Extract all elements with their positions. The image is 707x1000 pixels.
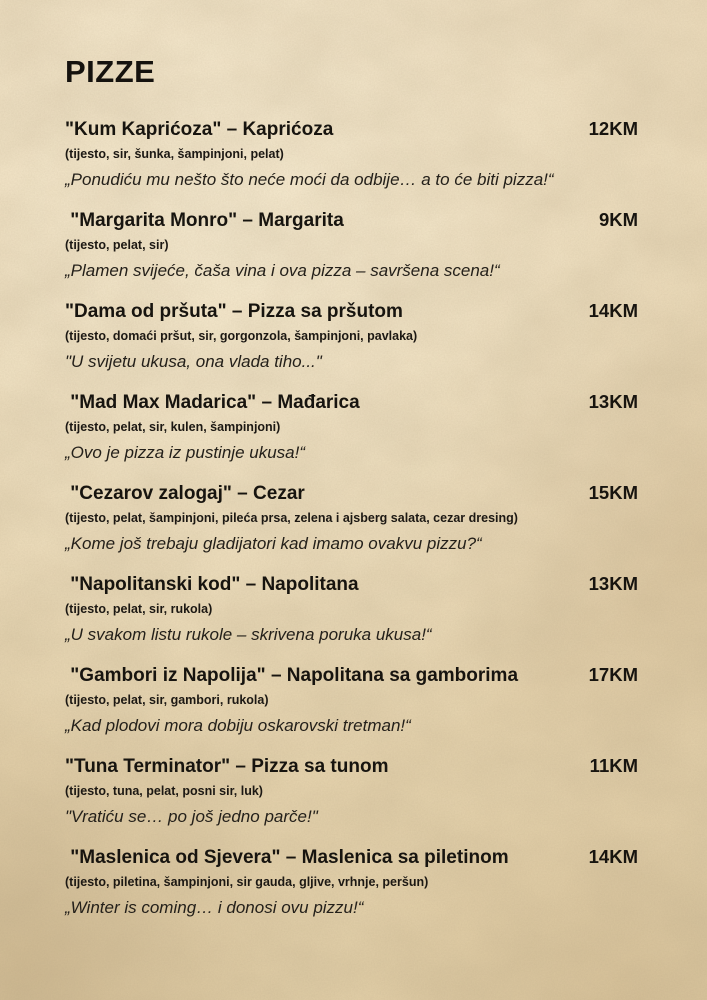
pizza-ingredients: (tijesto, sir, šunka, šampinjoni, pelat) [65, 146, 284, 161]
pizza-price: 17KM [588, 663, 638, 685]
pizza-price: 11KM [589, 754, 638, 776]
menu-item [65, 571, 638, 649]
menu-item-header [65, 207, 638, 234]
pizza-name: "Margarita Monro" – Margarita [65, 209, 344, 231]
pizza-quote: „Kad plodovi mora dobiju oskarovski tretman!“ [65, 715, 411, 735]
pizza-price: 13KM [588, 572, 638, 594]
pizza-quote: „Plamen svijeće, čaša vina i ova pizza – savršena scena!“ [65, 260, 500, 280]
menu-item [65, 298, 638, 376]
menu-item-header [65, 662, 638, 689]
pizza-name: "Dama od pršuta" – Pizza sa pršutom [65, 300, 403, 322]
pizza-quote: "Vratiću se… po još jedno parče!" [65, 806, 318, 826]
menu-item [65, 844, 638, 922]
pizza-name: "Tuna Terminator" – Pizza sa tunom [65, 755, 389, 777]
pizza-price: 12KM [588, 117, 638, 139]
menu-item-header [65, 753, 638, 780]
pizza-ingredients: (tijesto, piletina, šampinjoni, sir gauda, gljive, vrhnje, peršun) [65, 874, 429, 889]
pizza-ingredients: (tijesto, pelat, sir) [65, 237, 169, 252]
menu-item [65, 662, 638, 740]
pizza-price: 14KM [588, 845, 638, 867]
pizza-quote: „Ovo je pizza iz pustinje ukusa!“ [65, 442, 305, 462]
pizza-price: 13KM [588, 390, 638, 412]
menu-item [65, 207, 638, 285]
pizza-price: 15KM [588, 481, 638, 503]
pizza-ingredients: (tijesto, pelat, sir, gambori, rukola) [65, 692, 269, 707]
menu-item-header [65, 844, 638, 871]
pizza-quote: „Ponudiću mu nešto što neće moći da odbije… a to će biti pizza!“ [65, 169, 554, 189]
pizza-name: "Cezarov zalogaj" – Cezar [65, 482, 305, 504]
menu-item-header [65, 571, 638, 598]
pizza-ingredients: (tijesto, pelat, šampinjoni, pileća prsa, zelena i ajsberg salata, cezar dresing) [65, 510, 518, 525]
menu-items-list [65, 116, 638, 922]
pizza-name: "Maslenica od Sjevera" – Maslenica sa piletinom [65, 846, 509, 868]
pizza-price: 9KM [598, 208, 638, 230]
pizza-name: "Napolitanski kod" – Napolitana [65, 573, 359, 595]
menu-item [65, 116, 638, 194]
menu-item-header [65, 480, 638, 507]
pizza-ingredients: (tijesto, domaći pršut, sir, gorgonzola, šampinjoni, pavlaka) [65, 328, 418, 343]
pizza-name: "Mad Max Madarica" – Mađarica [65, 391, 360, 413]
page-title: PIZZE [65, 54, 156, 89]
pizza-ingredients: (tijesto, pelat, sir, kulen, šampinjoni) [65, 419, 281, 434]
pizza-ingredients: (tijesto, tuna, pelat, posni sir, luk) [65, 783, 263, 798]
pizza-quote: „Kome još trebaju gladijatori kad imamo ovakvu pizzu?“ [65, 533, 482, 553]
menu-item [65, 753, 638, 831]
pizza-name: "Gambori iz Napolija" – Napolitana sa gamborima [65, 664, 519, 686]
pizza-quote: „Winter is coming… i donosi ovu pizzu!“ [65, 897, 364, 917]
pizza-ingredients: (tijesto, pelat, sir, rukola) [65, 601, 213, 616]
menu-item [65, 389, 638, 467]
pizza-quote: „U svakom listu rukole – skrivena poruka ukusa!“ [65, 624, 432, 644]
menu-item-header [65, 116, 638, 143]
pizza-quote: "U svijetu ukusa, ona vlada tiho..." [65, 351, 322, 371]
pizza-price: 14KM [588, 299, 638, 321]
menu-item [65, 480, 638, 558]
menu-item-header [65, 389, 638, 416]
pizza-name: "Kum Kaprićoza" – Kaprićoza [65, 118, 334, 140]
menu-item-header [65, 298, 638, 325]
